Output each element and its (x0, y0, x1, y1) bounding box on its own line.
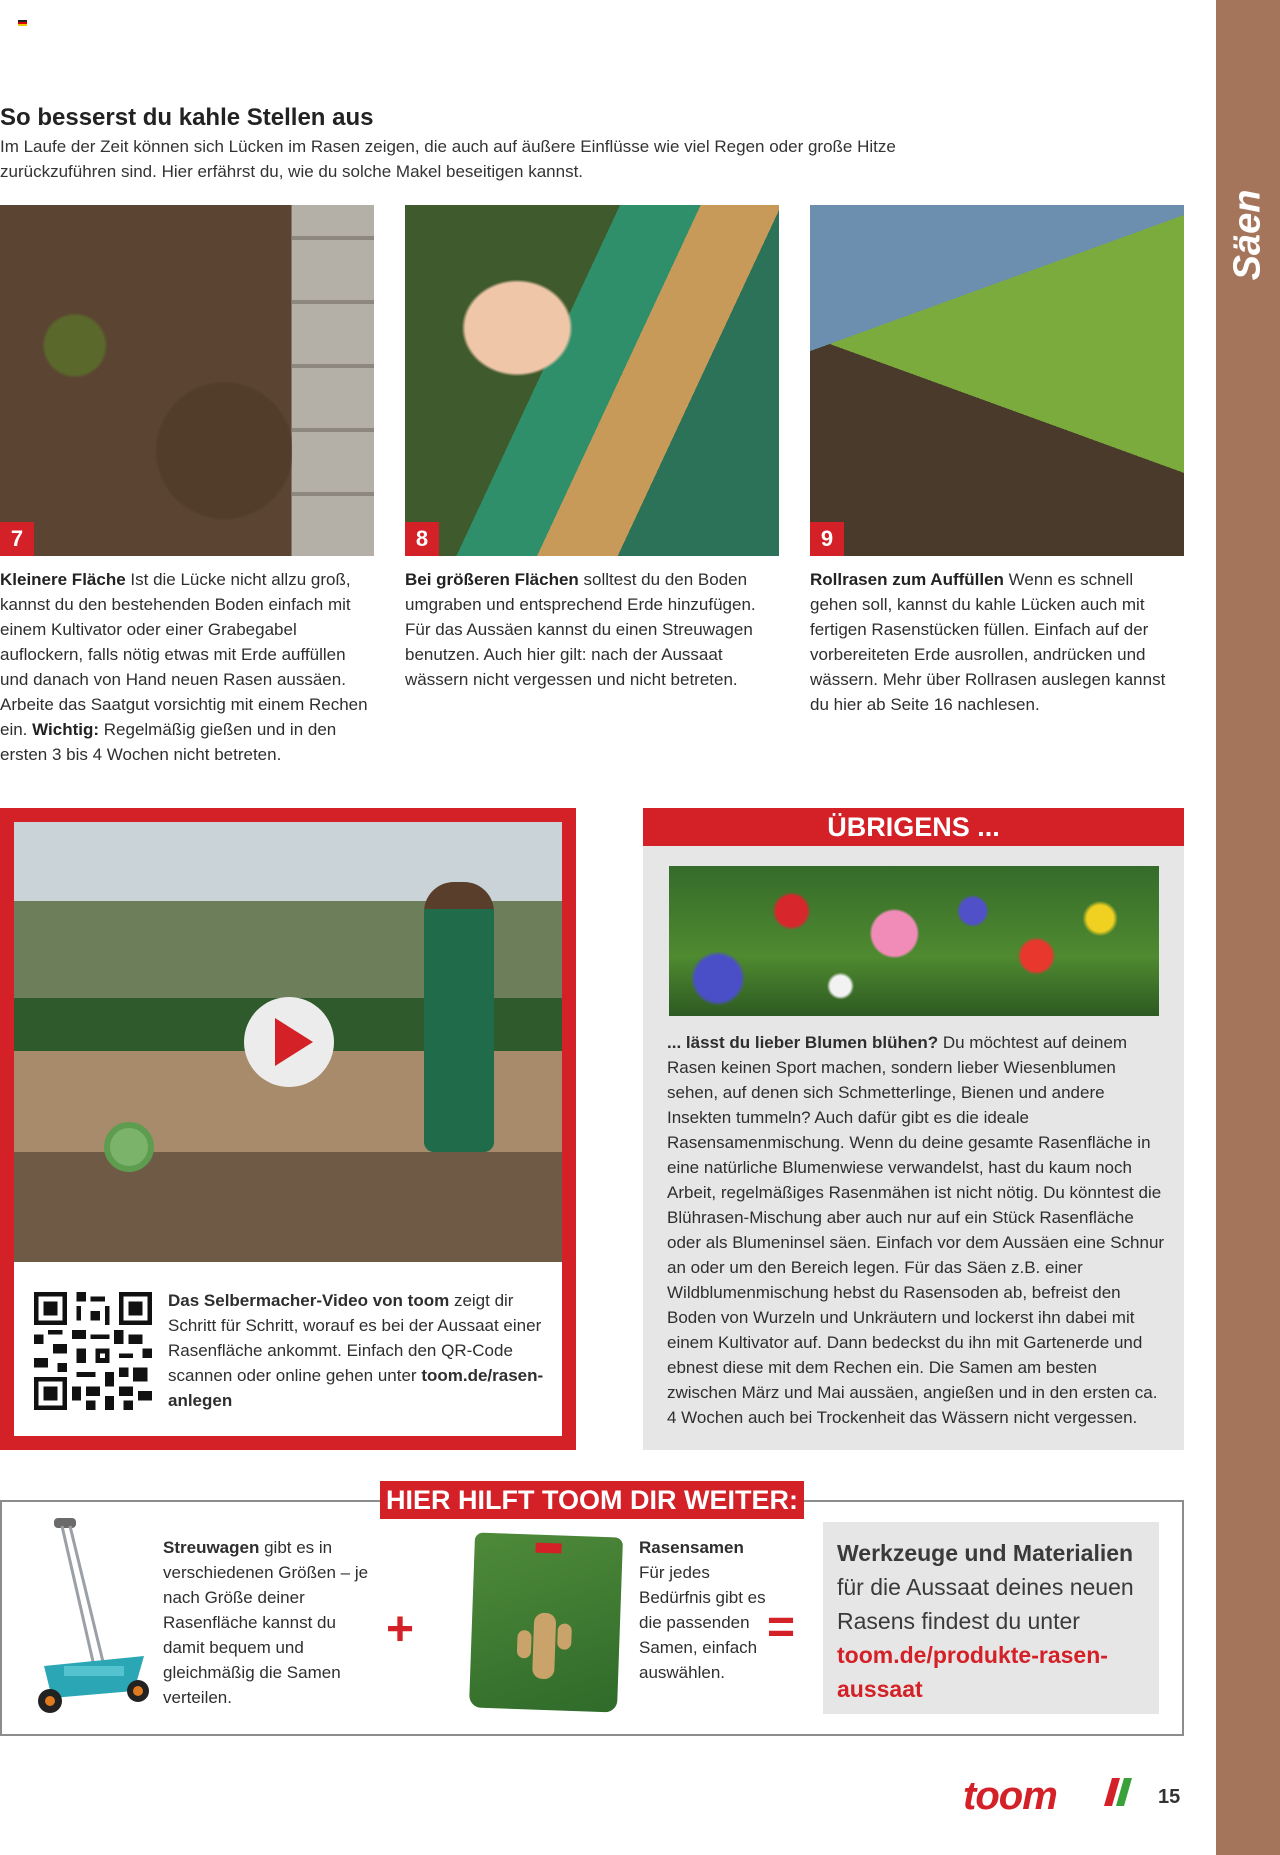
step-text-8: solltest du den Boden umgraben und entsprechend Erde hinzufügen. Für das Aussäen kannst du einen Streuwagen benutzen. Auch hier gilt: nach der Aussaat wässern nicht vergessen und nicht betreten. (405, 570, 756, 689)
uebrigens-body: Du möchtest auf deinem Rasen keinen Sport machen, sondern lieber Wiesenblumen sehen, auf denen sich Schmetterlinge, Bienen und andere Insekten tummeln? Auch dafür gibt es die ideale Rasensamenmischung. Wenn du deine gesamte Rasenfläche in eine natürliche Blumenwiese verwandelst, hast du kaum noch Arbeit, regelmäßiges Rasenmähen ist nicht nötig. Du könntest die Blührasen-Mischung aber auch nur auf ein Stück Rasenfläche oder als Blumeninsel säen. Einfach vor dem Aussäen eine Schnur an oder um den Bereich legen. Für das Säen z.B. einer Wildblumenmischung hebst du Rasensoden ab, befreist den Boden von Wurzeln und Unkräutern und lockerst ihn dabei mit einem Kultivator auf. Dann bedeckst du ihn mit Gartenerde und ebnest diese mit dem Rechen ein. Die Samen am besten zwischen März und Mai aussäen, angießen und in den ersten ca. 4 Wochen auch bei Trockenheit das Wässern nicht vergessen. (667, 1033, 1165, 1427)
video-text-body: zeigt dir Schritt für Schritt, worauf es bei der Aussaat einer Rasenfläche ankommt. Einfach den QR-Code scannen oder online gehen unter (168, 1291, 542, 1385)
page-title: So besserst du kahle Stellen aus (0, 104, 374, 131)
photo-seeding-hand (405, 205, 779, 556)
flag-icon (18, 20, 27, 26)
tools-link[interactable]: toom.de/produkte-rasen-aussaat (837, 1642, 1108, 1702)
person-illustration (424, 882, 494, 1152)
tools-body: für die Aussaat deines neuen Rasens findest du unter (837, 1574, 1134, 1634)
uebrigens-text (667, 1030, 1167, 1430)
step-badge-8: 8 (405, 522, 439, 556)
video-link[interactable]: toom.de/rasen-anlegen (168, 1366, 544, 1410)
side-bar (1216, 0, 1280, 1855)
toom-logo-mark-icon (1100, 1778, 1136, 1806)
photo-small-area (0, 205, 374, 556)
video-description (168, 1288, 548, 1413)
plus-sign: + (386, 1603, 415, 1656)
side-bar-label (1216, 180, 1280, 290)
video-thumbnail[interactable] (14, 822, 562, 1262)
step-badge-9: 9 (810, 522, 844, 556)
seed-bag-illustration (469, 1532, 623, 1712)
equals-sign: = (767, 1601, 796, 1654)
step-note-label-7: Wichtig: (32, 720, 100, 739)
spreader-text (163, 1535, 373, 1710)
wildflowers-photo (669, 866, 1159, 1016)
intro-text: Im Laufe der Zeit können sich Lücken im Rasen zeigen, die auch auf äußere Einflüsse wie viel Regen oder große Hitze zurückzuführen sind. Hier erfährst du, wie du solche Makel beseitigen kannst. (0, 137, 896, 181)
step-caption-8 (405, 567, 775, 692)
uebrigens-box (643, 846, 1184, 1450)
uebrigens-header: ÜBRIGENS ... (643, 808, 1184, 846)
page-number: 15 (1158, 1786, 1181, 1808)
seed-bag-logo (535, 1543, 561, 1554)
video-box (0, 808, 576, 1450)
lawn-roller-illustration (104, 1122, 154, 1172)
step-text-7: Ist die Lücke nicht allzu groß, kannst du den bestehenden Boden einfach mit einem Kultivator oder einer Grabegabel auflockern, falls nötig etwas mit Erde auffüllen und danach von Hand neuen Rasen aussäen. Arbeite das Saatgut vorsichtig mit einem Rechen ein. (0, 570, 368, 739)
help-header: HIER HILFT TOOM DIR WEITER: (380, 1481, 804, 1519)
tools-text (837, 1536, 1145, 1706)
spreader-heading: Streuwagen (163, 1538, 260, 1557)
step-note-text-7: Regelmäßig gießen und in den ersten 3 bis 4 Wochen nicht betreten. (0, 720, 337, 764)
seed-text (639, 1535, 769, 1685)
toom-logo: toom (963, 1774, 1057, 1818)
step-heading-8: Bei größeren Flächen (405, 570, 579, 589)
step-heading-9: Rollrasen zum Auffüllen (810, 570, 1004, 589)
tools-heading: Werkzeuge und Materialien (837, 1540, 1134, 1566)
video-heading: Das Selbermacher-Video von toom (168, 1291, 450, 1310)
spreader-body: gibt es in verschiedenen Größen – je nach Größe deiner Rasenfläche kannst du damit bequem und gleichmäßig die Samen verteilen. (163, 1538, 369, 1707)
step-heading-7: Kleinere Fläche (0, 570, 126, 589)
step-caption-9 (810, 567, 1180, 717)
side-bar-text: Säen (1226, 189, 1269, 281)
step-caption-7 (0, 567, 370, 767)
cactus-icon (532, 1613, 556, 1680)
seed-heading: Rasensamen (639, 1538, 744, 1557)
qr-code-icon[interactable] (34, 1292, 152, 1410)
play-button-icon[interactable] (244, 997, 334, 1087)
uebrigens-lead: ... lässt du lieber Blumen blühen? (667, 1033, 939, 1052)
step-badge-7: 7 (0, 522, 34, 556)
photo-roll-turf (810, 205, 1184, 556)
spreader-illustration (34, 1516, 154, 1720)
step-text-9: Wenn es schnell gehen soll, kannst du kahle Lücken auch mit fertigen Rasenstücken füllen. Einfach auf der vorbereiteten Erde ausrollen, andrücken und wässern. Mehr über Rollrasen auslegen kannst du hier ab Seite 16 nachlesen. (810, 570, 1166, 714)
seed-body: Für jedes Bedürfnis gibt es die passenden Samen, einfach auswählen. (639, 1563, 766, 1682)
tools-box (823, 1522, 1159, 1714)
video-box-inner (14, 822, 562, 1436)
